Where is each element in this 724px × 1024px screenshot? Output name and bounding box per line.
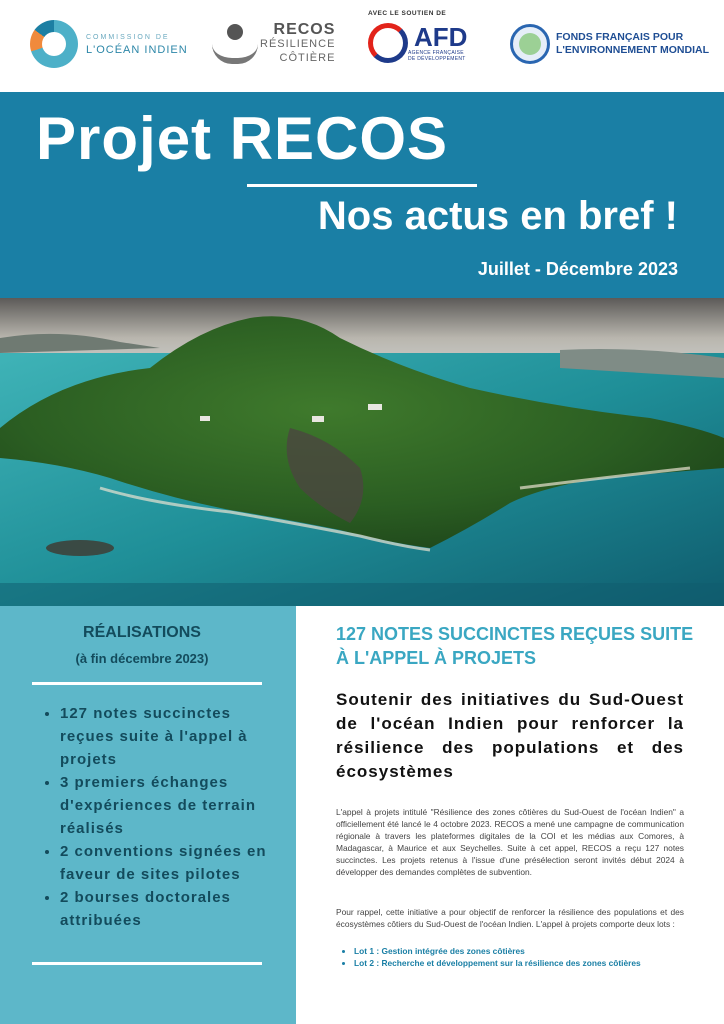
banner-divider [247,184,477,187]
recos-logo-icon [212,22,258,66]
recos-logo [212,22,335,66]
afd-sub2: DE DÉVELOPPEMENT [408,56,466,62]
recos-logo-line1: RECOS [273,21,336,38]
ffem-line2: L'ENVIRONNEMENT MONDIAL [556,44,709,56]
coi-logo-line2: L'OCÉAN INDIEN [86,44,188,56]
coi-logo [30,20,188,68]
realisations-heading: RÉALISATIONS [83,624,201,641]
realisations-panel [0,606,296,1024]
period-label: Juillet - Décembre 2023 [477,259,678,279]
list-item: • 2 conventions signées en faveur de sites pilotes [60,840,286,886]
article-title: 127 NOTES SUCCINCTES REÇUES SUITE À L'APPEL À PROJETS [336,624,694,668]
article [296,606,724,1024]
afd-logo [368,10,467,63]
lot-item: • Lot 2 : Recherche et développement sur la résilience des zones côtières [354,957,641,969]
title-banner [0,92,724,298]
realisations-bottom-divider [32,962,262,965]
afd-name: AFD [414,22,468,52]
list-item: • 127 notes succinctes reçues suite à l'appel à projets [60,702,286,771]
ffem-line1: FONDS FRANÇAIS POUR [556,31,684,43]
logo-bar [0,0,724,92]
page-subtitle: Nos actus en bref ! [317,194,678,238]
list-item: • 3 premiers échanges d'expériences de terrain réalisés [60,771,286,840]
article-paragraph-2: Pour rappel, cette initiative a pour objectif de renforcer la résilience des populations et des écosystèmes côtiers du Sud-Ouest de l'océan Indien. L'appel à projets comporte deux lots : [336,907,684,929]
page-title: Projet RECOS [36,105,449,172]
realisations-subheading: (à fin décembre 2023) [75,651,209,666]
article-subtitle: Soutenir des initiatives du Sud-Ouest de l'océan Indien pour renforcer la résilience des populations et des écosystèmes [336,690,684,781]
recos-logo-line2: RÉSILIENCE [260,38,336,50]
coi-logo-icon [30,20,78,68]
afd-sub1: AGENCE FRANÇAISE [408,50,464,56]
realisations-top-divider [32,682,262,685]
island-photo [0,298,724,606]
afd-support-label: AVEC LE SOUTIEN DE [368,10,447,17]
ffem-globe-icon [510,24,550,64]
recos-logo-line3: CÔTIÈRE [279,52,336,64]
afd-ring-icon [368,23,408,63]
lot-item: • Lot 1 : Gestion intégrée des zones côtières [354,945,641,957]
lots-list [340,945,641,969]
list-item: • 2 bourses doctorales attribuées [60,886,286,932]
ffem-logo [510,24,709,64]
coi-logo-line1: COMMISSION DE [86,34,170,41]
realisations-list [42,702,286,932]
article-paragraph-1: L'appel à projets intitulé "Résilience des zones côtières du Sud-Ouest de l'océan Indien" a officiellement été lancé le 4 octobre 2023. RECOS a mené une campagne de communication régionale à travers les plateformes digitales de la COI et les médias aux Comores, à Madagascar, à Maurice et aux Seychelles. Suite à cet appel, RECOS a reçu 127 notes succinctes. Les projets retenus à l'issue d'une présélection seront invités début 2024 à développer des demandes complètes de subvention. [336,807,684,877]
